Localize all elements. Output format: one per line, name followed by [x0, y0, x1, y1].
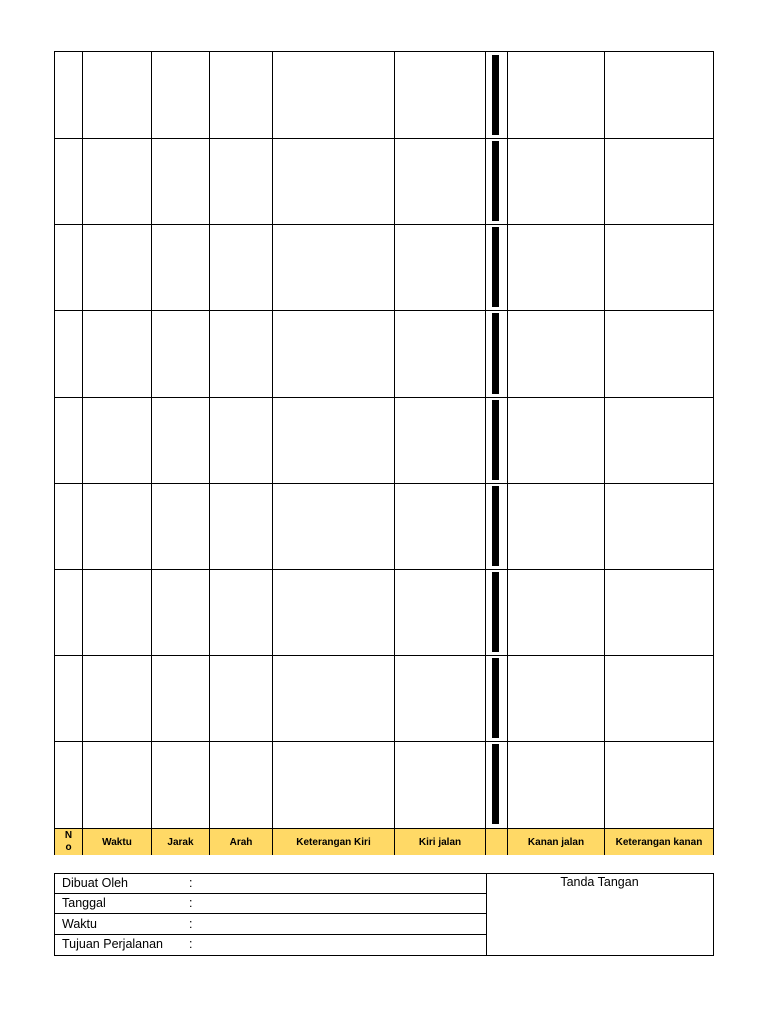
column-divider — [82, 52, 83, 854]
road-center-dash — [492, 658, 499, 738]
info-fields — [55, 874, 487, 955]
column-divider — [394, 52, 395, 854]
row-divider — [55, 483, 713, 484]
header-keterangan-kanan: Keterangan kanan — [615, 836, 703, 848]
header-keterangan-kiri: Keterangan Kiri — [273, 829, 395, 855]
road-center-dash — [492, 141, 499, 221]
header-no-line1: N — [64, 830, 73, 841]
header-kiri-jalan: Kiri jalan — [395, 829, 486, 855]
road-center-dash — [492, 55, 499, 135]
column-divider — [151, 52, 152, 854]
strip-map-table — [54, 51, 714, 855]
info-colon: : — [189, 917, 193, 931]
header-no — [55, 829, 83, 855]
header-no-line2: o — [65, 842, 72, 853]
info-label: Waktu — [62, 917, 97, 931]
row-divider — [55, 741, 713, 742]
column-divider — [507, 52, 508, 854]
info-row-tujuan-perjalanan — [55, 935, 486, 955]
column-divider — [209, 52, 210, 854]
row-divider — [55, 224, 713, 225]
info-colon: : — [189, 876, 193, 890]
road-center-dash — [492, 227, 499, 307]
info-row-dibuat-oleh — [55, 874, 486, 894]
row-divider — [55, 569, 713, 570]
road-center-dash — [492, 486, 499, 566]
road-center-dash — [492, 313, 499, 394]
header-jarak: Jarak — [152, 829, 210, 855]
row-divider — [55, 138, 713, 139]
info-label: Tujuan Perjalanan — [62, 937, 163, 951]
road-center-dash — [492, 744, 499, 824]
road-center-dash — [492, 400, 499, 480]
info-colon: : — [189, 896, 193, 910]
signature-label: Tanda Tangan — [560, 875, 639, 889]
info-label: Dibuat Oleh — [62, 876, 129, 890]
row-divider — [55, 397, 713, 398]
column-divider — [272, 52, 273, 854]
column-divider — [485, 52, 486, 854]
header-road-center — [486, 829, 508, 855]
info-label: Tanggal — [62, 896, 106, 910]
header-kanan-jalan: Kanan jalan — [508, 829, 605, 855]
header-arah: Arah — [210, 829, 273, 855]
info-colon: : — [189, 937, 193, 951]
header-waktu: Waktu — [83, 829, 152, 855]
table-header-row — [55, 828, 713, 855]
info-row-tanggal — [55, 894, 486, 914]
row-divider — [55, 310, 713, 311]
info-table — [54, 873, 714, 956]
column-divider — [604, 52, 605, 854]
row-divider — [55, 655, 713, 656]
info-row-waktu — [55, 915, 486, 935]
road-center-dash — [492, 572, 499, 652]
